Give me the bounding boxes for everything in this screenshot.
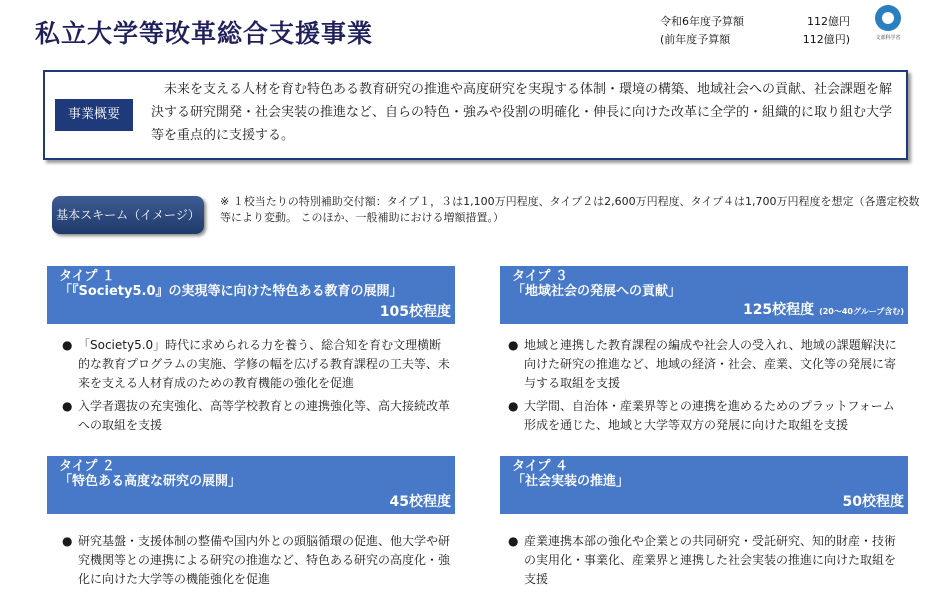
page-title: 私立大学等改革総合支援事業 — [35, 19, 374, 48]
type3-header — [500, 266, 908, 324]
list-item: ● 地域と連携した教育課程の編成や社会人の受入れ、地域の課題解決に向けた研究の推進など、地域の経済・社会、産業、文化等の発展に寄与する取組を支援 — [508, 338, 897, 390]
type3-count: 125校程度 (20～40グループ含む) — [742, 302, 904, 318]
type4-header — [500, 456, 908, 514]
budget-info — [660, 13, 850, 49]
type1-name: 「『Society5.0』の実現等に向けた特色ある教育の展開」 — [59, 284, 403, 299]
list-item: ● 産業連携本部の強化や企業との共同研究・受託研究、知的財産・技術の実用化・事業化、産業界と連携した社会実装の推進に向けた取組を支援 — [508, 534, 897, 586]
list-item: ● 研究基盤・支援体制の整備や国内外との頭脳循環の促進、他大学や研究機関等との連携による研究の推進など、特色ある研究の高度化・強化に向けた大学等の機能強化を促進 — [62, 534, 451, 586]
list-item: ● 「Society5.0」時代に求められる力を養う、総合知を育む文理横断的な教育プログラムの実施、学修の幅を広げる教育課程の工夫等、未来を支える人材育成のための教育機能の強化を促進 — [62, 338, 450, 390]
overview-text: 未来を支える人材を育む特色ある教育研究の推進や高度研究を実現する体制・環境の構築、地域社会への貢献、社会課題を解決する研究開発・社会実装の推進など、自らの特色・強みや役割の明確化・伸長に向けた改革に全学的・組織的に取り組む大学等を重点的に支援する。 — [151, 82, 893, 143]
budget-current-value: 112億円 — [807, 15, 850, 28]
type4-count: 50校程度 — [842, 494, 904, 510]
logo-caption: 文部科学省 — [875, 35, 901, 41]
type3-label: タイプ ３ — [512, 269, 568, 284]
type4-name: 「社会実装の推進」 — [512, 474, 630, 489]
budget-current-label: 令和6年度予算額 — [660, 15, 744, 28]
type2-header — [47, 456, 455, 514]
basic-scheme-button[interactable]: 基本スキーム（イメージ） — [52, 196, 204, 234]
type1-header — [47, 266, 455, 324]
type3-name: 「地域社会の発展への貢献」 — [512, 284, 682, 299]
list-item: ● 入学者選抜の充実強化、高等学校教育との連携強化等、高大接続改革への取組を支援 — [62, 399, 451, 432]
type4-bullets — [506, 532, 906, 593]
subsidy-note: ※ １校当たりの特別補助交付額：タイプ１，３は1,100万円程度、タイプ２は2,600万円程度、タイプ４は1,700万円程度を想定（各選定校数等により変動。 このほか、一般補助における増額措置。） — [220, 195, 920, 224]
overview-label: 事業概要 — [55, 99, 133, 131]
overview-box — [43, 70, 908, 160]
type1-bullets — [60, 336, 452, 439]
budget-prev-value: 112億円) — [802, 33, 850, 46]
type2-label: タイプ ２ — [59, 459, 115, 474]
budget-prev-label: (前年度予算額 — [660, 33, 731, 46]
ministry-logo — [868, 5, 908, 53]
type1-count: 105校程度 — [379, 304, 451, 320]
type2-count: 45校程度 — [389, 494, 451, 510]
type3-bullets — [506, 336, 906, 439]
list-item: ● 大学間、自治体・産業界等との連携を進めるためのプラットフォーム形成を通じた、地域と大学等双方の発展に向けた取組を支援 — [508, 399, 895, 432]
type2-bullets — [60, 532, 452, 593]
type3-count-note: (20～40グループ含む) — [819, 307, 904, 316]
type4-label: タイプ ４ — [512, 459, 568, 474]
ministry-seal-icon — [875, 5, 901, 31]
type1-label: タイプ １ — [59, 269, 115, 284]
type2-name: 「特色ある高度な研究の展開」 — [59, 474, 242, 489]
